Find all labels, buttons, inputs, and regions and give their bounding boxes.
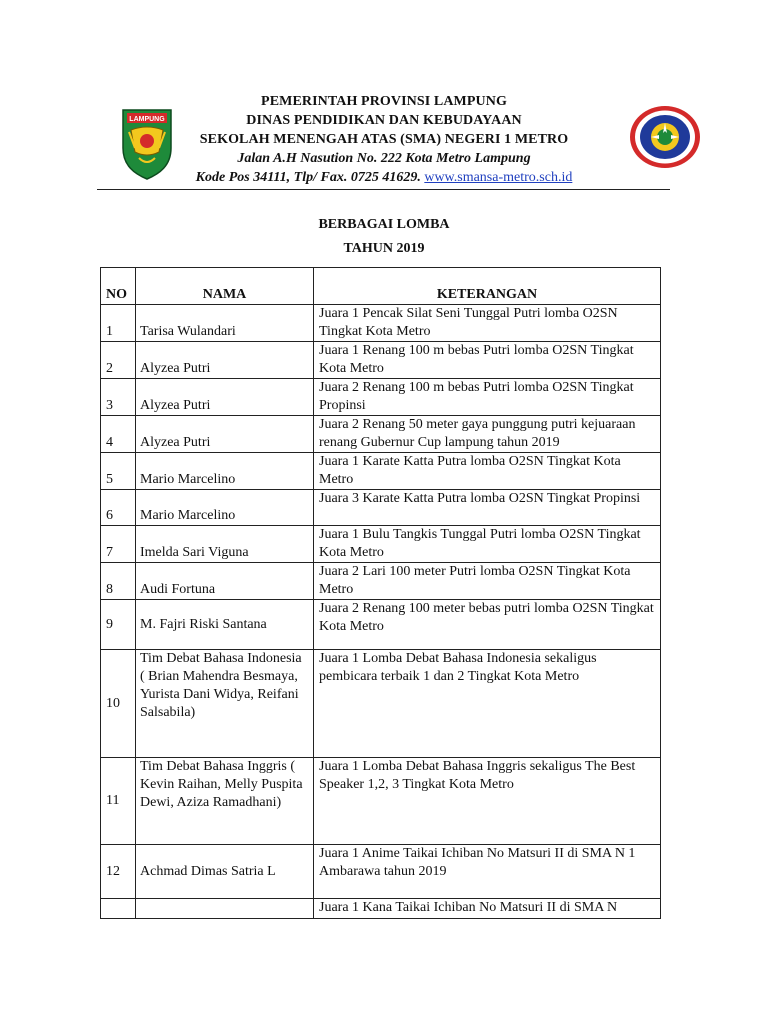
emblem-label: LAMPUNG (129, 116, 165, 123)
header-divider (97, 189, 670, 190)
letterhead-address: Jalan A.H Nasution No. 222 Kota Metro Lampung (237, 151, 531, 166)
document-subtitle: TAHUN 2019 (343, 241, 425, 256)
row-keterangan: Juara 2 Renang 100 m bebas Putri lomba O2SN Tingkat Propinsi (314, 379, 661, 416)
table-row (101, 758, 661, 845)
table-header-row (101, 268, 661, 305)
row-nama: Mario Marcelino (136, 453, 314, 490)
row-keterangan: Juara 1 Karate Katta Putra lomba O2SN Tingkat Kota Metro (314, 453, 661, 490)
row-nama: Tarisa Wulandari (136, 305, 314, 342)
header-no: NO (101, 268, 136, 305)
letterhead-line-2: DINAS PENDIDIKAN DAN KEBUDAYAAN (246, 113, 522, 128)
row-no: 1 (101, 305, 136, 342)
table-row (101, 416, 661, 453)
row-nama: Achmad Dimas Satria L (136, 845, 314, 899)
row-no: 3 (101, 379, 136, 416)
row-keterangan: Juara 2 Renang 100 meter bebas putri lomba O2SN Tingkat Kota Metro (314, 600, 661, 650)
row-keterangan: Juara 1 Lomba Debat Bahasa Indonesia sekaligus pembicara terbaik 1 dan 2 Tingkat Kota Metro (314, 650, 661, 758)
row-keterangan: Juara 1 Pencak Silat Seni Tunggal Putri lomba O2SN Tingkat Kota Metro (314, 305, 661, 342)
letterhead-contact-line (150, 168, 618, 187)
row-no (101, 899, 136, 919)
table-row (101, 650, 661, 758)
row-no: 11 (101, 758, 136, 845)
table-row (101, 526, 661, 563)
row-no: 2 (101, 342, 136, 379)
row-nama: Tim Debat Bahasa Indonesia ( Brian Mahendra Besmaya, Yurista Dani Widya, Reifani Salsabila) (136, 650, 314, 758)
table-row (101, 305, 661, 342)
table-row (101, 490, 661, 526)
row-nama: Audi Fortuna (136, 563, 314, 600)
row-no: 12 (101, 845, 136, 899)
row-keterangan: Juara 2 Lari 100 meter Putri lomba O2SN Tingkat Kota Metro (314, 563, 661, 600)
row-keterangan: Juara 1 Renang 100 m bebas Putri lomba O2SN Tingkat Kota Metro (314, 342, 661, 379)
row-nama (136, 899, 314, 919)
row-no: 6 (101, 490, 136, 526)
row-no: 8 (101, 563, 136, 600)
row-no: 7 (101, 526, 136, 563)
table-row (101, 453, 661, 490)
row-keterangan: Juara 1 Bulu Tangkis Tunggal Putri lomba O2SN Tingkat Kota Metro (314, 526, 661, 563)
row-keterangan: Juara 1 Kana Taikai Ichiban No Matsuri II di SMA N (314, 899, 661, 919)
results-table (100, 267, 661, 919)
header-nama: NAMA (136, 268, 314, 305)
table-row (101, 845, 661, 899)
row-nama: Mario Marcelino (136, 490, 314, 526)
row-keterangan: Juara 3 Karate Katta Putra lomba O2SN Tingkat Propinsi (314, 490, 661, 526)
row-keterangan: Juara 1 Lomba Debat Bahasa Inggris sekaligus The Best Speaker 1,2, 3 Tingkat Kota Metro (314, 758, 661, 845)
letterhead-line-3: SEKOLAH MENENGAH ATAS (SMA) NEGERI 1 METRO (199, 132, 569, 147)
table-row (101, 342, 661, 379)
row-keterangan: Juara 1 Anime Taikai Ichiban No Matsuri II di SMA N 1 Ambarawa tahun 2019 (314, 845, 661, 899)
table-row (101, 600, 661, 650)
row-keterangan: Juara 2 Renang 50 meter gaya punggung putri kejuaraan renang Gubernur Cup lampung tahun 2019 (314, 416, 661, 453)
row-nama: M. Fajri Riski Santana (136, 600, 314, 650)
letterhead-line-1: PEMERINTAH PROVINSI LAMPUNG (261, 94, 507, 109)
document-title: BERBAGAI LOMBA (318, 217, 450, 232)
row-no: 9 (101, 600, 136, 650)
row-nama: Alyzea Putri (136, 379, 314, 416)
table-row (101, 563, 661, 600)
row-no: 4 (101, 416, 136, 453)
letterhead-contact: Kode Pos 34111, Tlp/ Fax. 0725 41629. (195, 170, 421, 185)
header-keterangan: KETERANGAN (314, 268, 661, 305)
row-nama: Alyzea Putri (136, 342, 314, 379)
row-no: 10 (101, 650, 136, 758)
row-no: 5 (101, 453, 136, 490)
website-link[interactable]: www.smansa-metro.sch.id (424, 170, 573, 185)
school-emblem-icon (628, 104, 702, 170)
table-row (101, 379, 661, 416)
row-nama: Tim Debat Bahasa Inggris ( Kevin Raihan, Melly Puspita Dewi, Aziza Ramadhani) (136, 758, 314, 845)
row-nama: Imelda Sari Viguna (136, 526, 314, 563)
table-row (101, 899, 661, 919)
row-nama: Alyzea Putri (136, 416, 314, 453)
letterhead (0, 0, 768, 192)
